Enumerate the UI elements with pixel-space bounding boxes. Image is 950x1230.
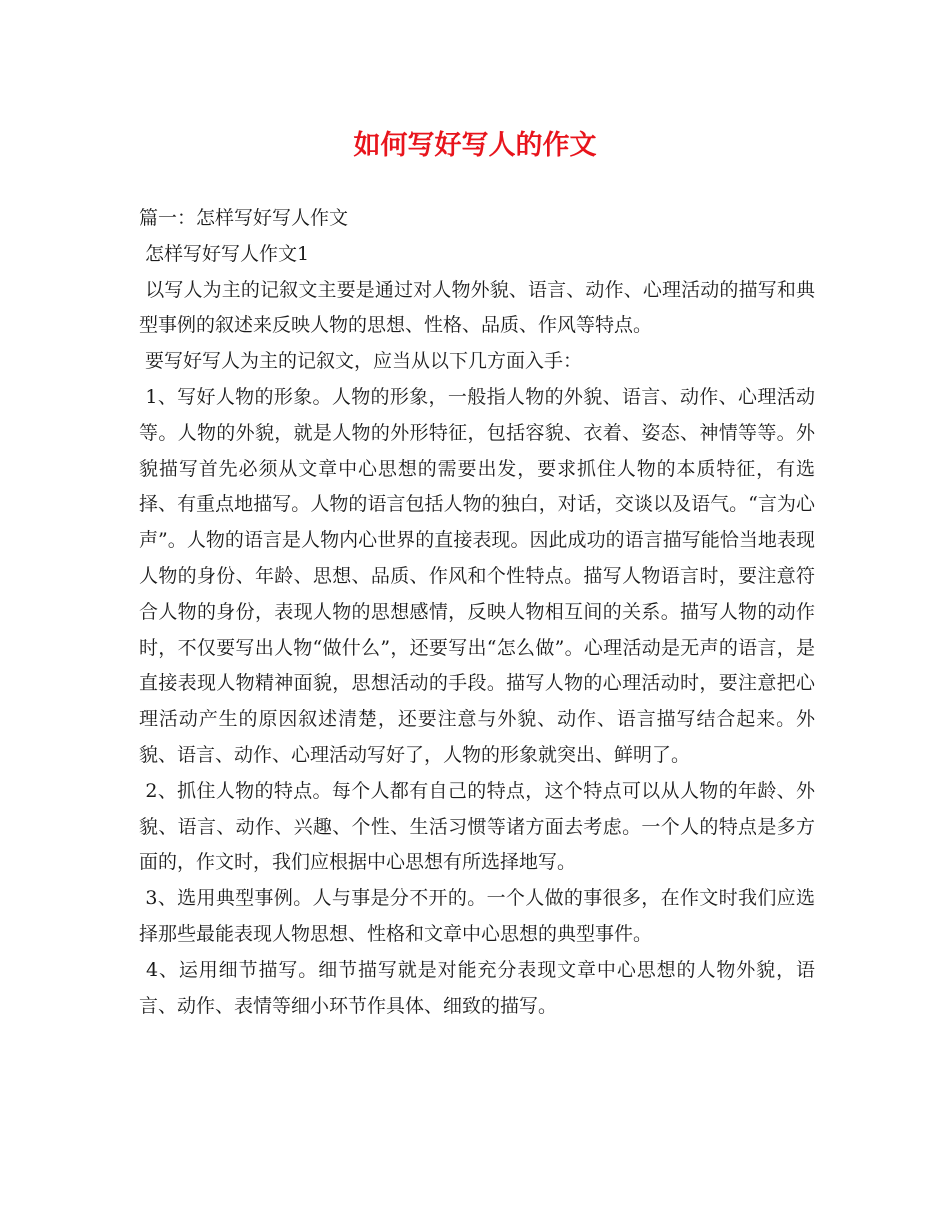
paragraph-point-1: 1、写好人物的形象。人物的形象，一般指人物的外貌、语言、动作、心理活动等。人物的外貌，就是人物的外形特征，包括容貌、衣着、姿态、神情等等。外貌描写首先必须从文章中心思想的需要出发，要求抓住人物的本质特征，有选择、有重点地描写。人物的语言包括人物的独白，对话，交谈以及语气。“言为心声”。人物的语言是人物内心世界的直接表现。因此成功的语言描写能恰当地表现人物的身份、年龄、思想、品质、作风和个性特点。描写人物语言时，要注意符合人物的身份，表现人物的思想感情，反映人物相互间的关系。描写人物的动作时，不仅要写出人物“做什么”，还要写出“怎么做”。心理活动是无声的语言，是直接表现人物精神面貌，思想活动的手段。描写人物的心理活动时，要注意把心理活动产生的原因叙述清楚，还要注意与外貌、动作、语言描写结合起来。外貌、语言、动作、心理活动写好了，人物的形象就突出、鲜明了。	[139, 385, 816, 766]
paragraph-lead: 要写好写人为主的记叙文，应当从以下几方面入手：	[139, 350, 583, 373]
paragraph-intro: 以写人为主的记叙文主要是通过对人物外貌、语言、动作、心理活动的描写和典型事例的叙述来反映人物的思想、性格、品质、作风等特点。	[139, 278, 815, 337]
section-heading: 篇一：怎样写好写人作文	[139, 207, 349, 229]
paragraph-point-2: 2、抓住人物的特点。每个人都有自己的特点，这个特点可以从人物的年龄、外貌、语言、动作、兴趣、个性、生活习惯等诸方面去考虑。一个人的特点是多方面的，作文时，我们应根据中心思想有所选择地写。	[139, 779, 816, 874]
paragraph-point-4: 4、运用细节描写。细节描写就是对能充分表现文章中心思想的人物外貌，语言、动作、表情等细小环节作具体、细致的描写。	[139, 958, 815, 1017]
paragraph-point-3: 3、选用典型事例。人与事是分不开的。一个人做的事很多，在作文时我们应选择那些最能表现人物思想、性格和文章中心思想的典型事件。	[139, 887, 816, 945]
document-body	[139, 201, 815, 1024]
subsection-heading: 怎样写好写人作文1	[139, 242, 310, 265]
document-title: 如何写好写人的作文	[353, 130, 597, 161]
